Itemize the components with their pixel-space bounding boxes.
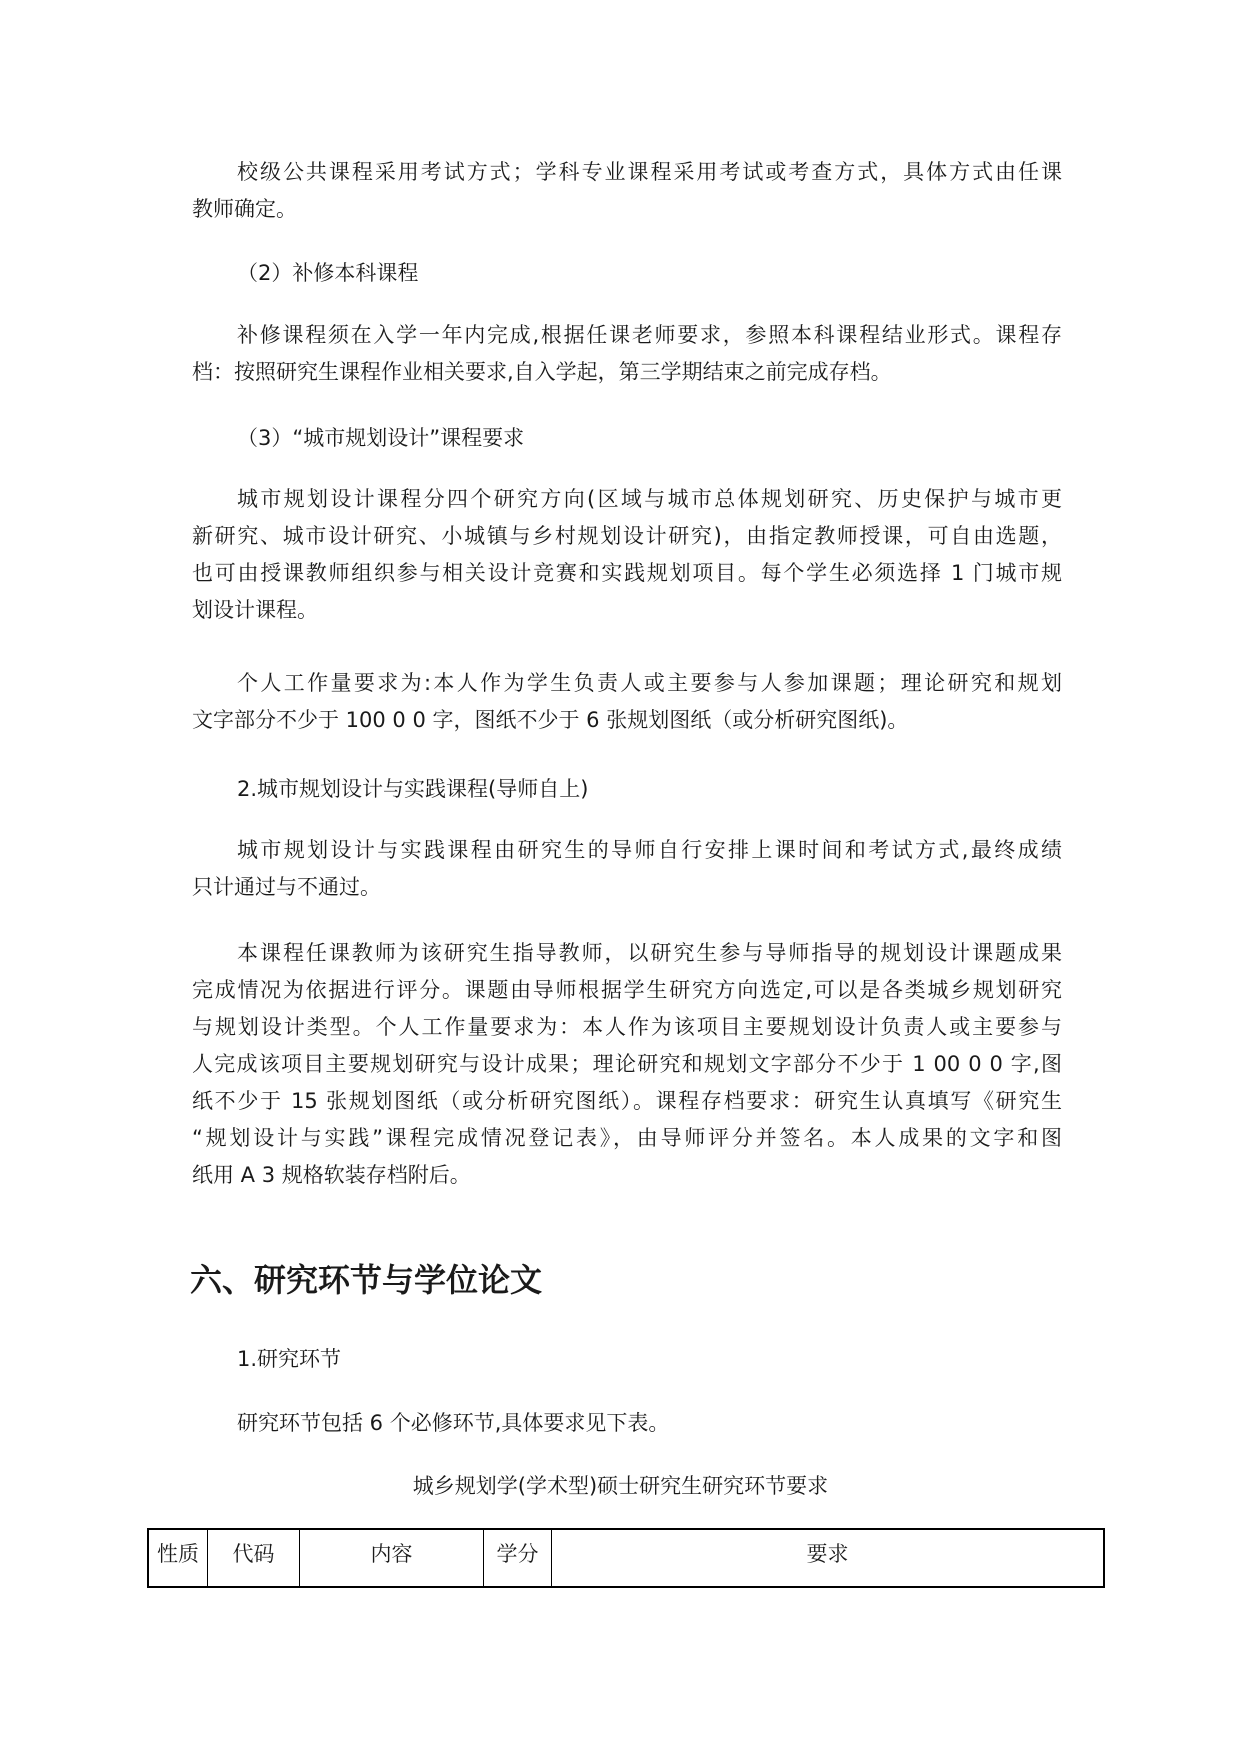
subheading: [192, 1341, 1062, 1378]
paragraph: [192, 255, 1062, 292]
paragraph: [192, 481, 1062, 629]
table-header-row: [148, 1529, 1104, 1587]
text-line: 划设计课程。: [192, 598, 318, 622]
table-caption: 城乡规划学(学术型)硕士研究生研究环节要求: [412, 1474, 829, 1498]
paragraph: [192, 154, 1062, 228]
header-cell: 代码: [208, 1529, 300, 1587]
text-line: 纸不少于 15 张规划图纸（或分析研究图纸）。课程存档要求：研究生认真填写《研究生: [192, 1089, 1062, 1113]
text-line: “规划设计与实践”课程完成情况登记表》，由导师评分并签名。本人成果的文字和图: [192, 1126, 1062, 1150]
text-line: 也可由授课教师组织参与相关设计竞赛和实践规划项目。每个学生必须选择 1 门城市规: [192, 561, 1062, 585]
text-line: 与规划设计类型。个人工作量要求为：本人作为该项目主要规划设计负责人或主要参与: [192, 1015, 1062, 1039]
text-line: 新研究、城市设计研究、小城镇与乡村规划设计研究)，由指定教师授课，可自由选题，: [192, 524, 1062, 548]
paragraph: [192, 935, 1062, 1194]
text-line: 本课程任课教师为该研究生指导教师，以研究生参与导师指导的规划设计课题成果: [237, 941, 1062, 965]
intro-paragraph: [192, 1405, 1062, 1442]
paragraph: [192, 665, 1062, 739]
text-line: （2）补修本科课程: [237, 261, 419, 285]
text-line: 完成情况为依据进行评分。课题由导师根据学生研究方向选定,可以是各类城乡规划研究: [192, 978, 1062, 1002]
paragraph: [192, 317, 1062, 391]
text-line: 人完成该项目主要规划研究与设计成果；理论研究和规划文字部分不少于 1 00 0 0 字,图: [192, 1052, 1062, 1076]
text-line: 纸用 A 3 规格软装存档附后。: [192, 1163, 471, 1187]
text-line: 只计通过与不通过。: [192, 875, 381, 899]
intro-text: 研究环节包括 6 个必修环节,具体要求见下表。: [237, 1411, 670, 1435]
header-cell: 要求: [552, 1529, 1105, 1587]
text-line: 文字部分不少于 100 0 0 字，图纸不少于 6 张规划图纸（或分析研究图纸)。: [192, 708, 909, 732]
text-line: 城市规划设计课程分四个研究方向(区域与城市总体规划研究、历史保护与城市更: [237, 487, 1062, 511]
header-cell: 内容: [300, 1529, 484, 1587]
text-line: 档：按照研究生课程作业相关要求,自入学起，第三学期结束之前完成存档。: [192, 360, 892, 384]
header-cell: 学分: [484, 1529, 552, 1587]
text-line: 个人工作量要求为:本人作为学生负责人或主要参与人参加课题；理论研究和规划: [237, 671, 1062, 695]
text-line: 城市规划设计与实践课程由研究生的导师自行安排上课时间和考试方式,最终成绩: [237, 838, 1062, 862]
paragraph: [192, 420, 1062, 457]
text-line: （3）“城市规划设计”课程要求: [237, 426, 525, 450]
requirements-table: [147, 1528, 1105, 1588]
paragraph: [192, 771, 1062, 808]
text-line: 2.城市规划设计与实践课程(导师自上): [237, 777, 589, 801]
text-line: 补修课程须在入学一年内完成,根据任课老师要求，参照本科课程结业形式。课程存: [237, 323, 1062, 347]
subheading-text: 1.研究环节: [237, 1347, 342, 1371]
paragraph: [192, 832, 1062, 906]
text-line: 教师确定。: [192, 197, 297, 221]
section-heading: 六、研究环节与学位论文: [190, 1261, 543, 1299]
header-cell: 性质: [148, 1529, 208, 1587]
text-line: 校级公共课程采用考试方式；学科专业课程采用考试或考查方式，具体方式由任课: [237, 160, 1062, 184]
